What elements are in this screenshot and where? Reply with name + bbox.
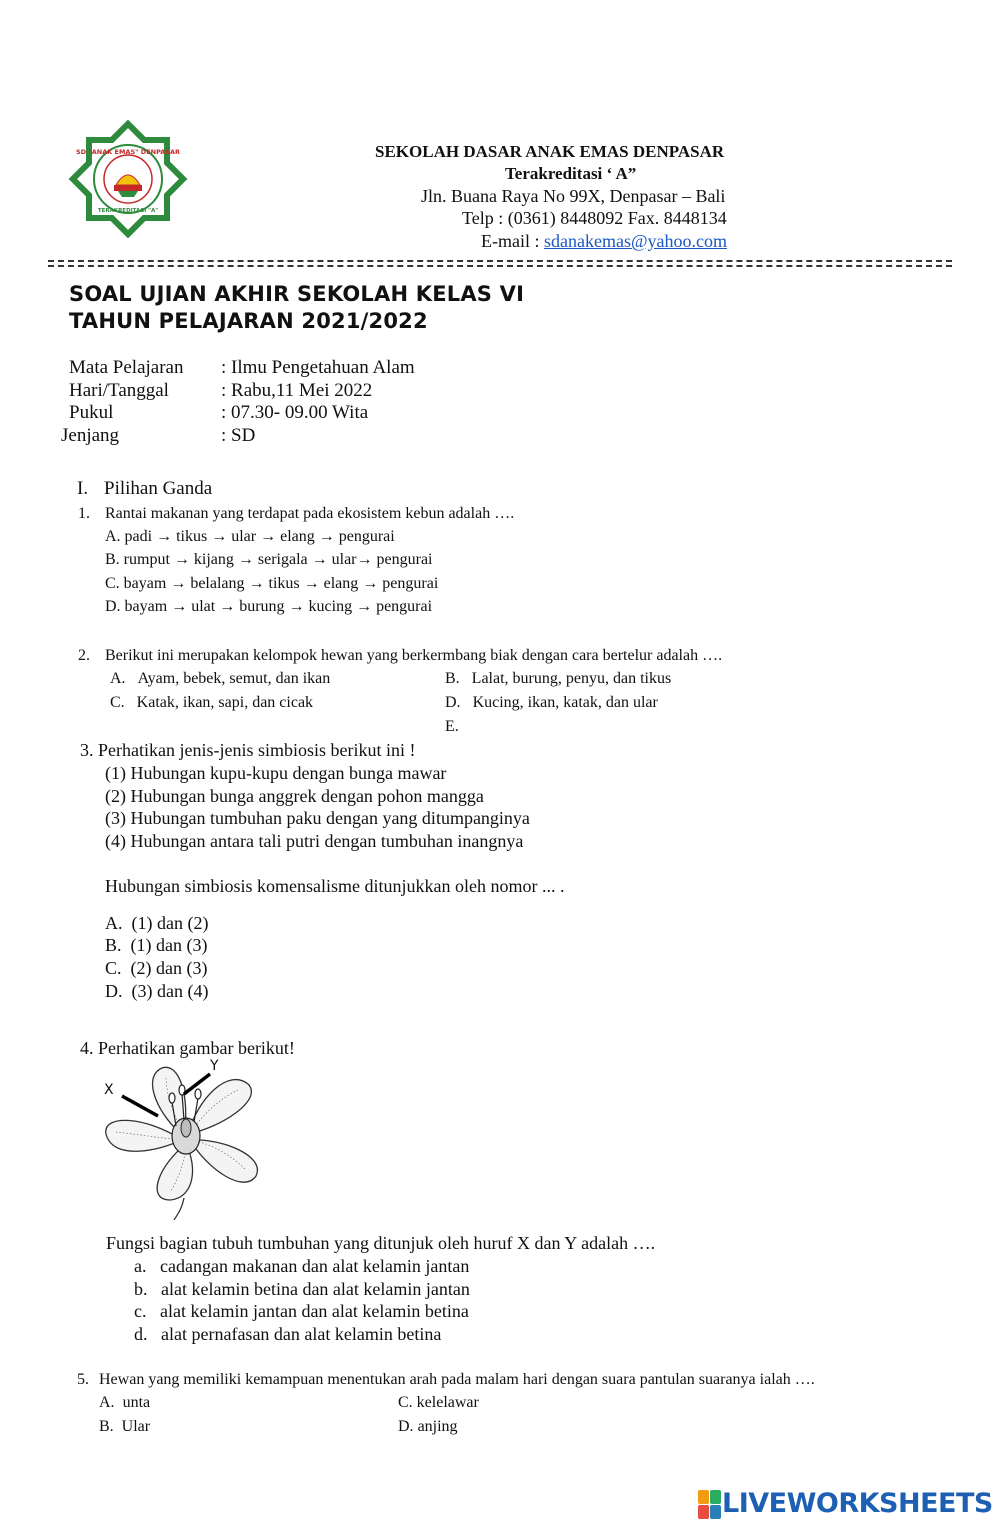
- email-label: E-mail :: [481, 231, 544, 251]
- liveworksheets-watermark: [698, 1488, 994, 1522]
- flower-label-x: X: [104, 1082, 114, 1098]
- q5-option-a[interactable]: A. unta: [99, 1394, 151, 1411]
- meta-date-label: Hari/Tanggal: [69, 380, 169, 401]
- q1-option-a[interactable]: A. padi → tikus → ular → elang → pengurai: [105, 528, 395, 545]
- school-accreditation: Terakreditasi ‘ A”: [505, 164, 637, 183]
- q3-option-a[interactable]: A. (1) dan (2): [105, 913, 209, 933]
- q3-item-2: (2) Hubungan bunga anggrek dengan pohon mangga: [105, 786, 484, 806]
- q2-option-b[interactable]: B. Lalat, burung, penyu, dan tikus: [445, 670, 672, 687]
- exam-title-line2: TAHUN PELAJARAN 2021/2022: [69, 309, 428, 333]
- school-address: Jln. Buana Raya No 99X, Denpasar – Bali: [421, 186, 726, 206]
- school-email-line: [481, 231, 727, 252]
- q3-item-4: (4) Hubungan antara tali putri dengan tumbuhan inangnya: [105, 831, 524, 851]
- q2-text: Berikut ini merupakan kelompok hewan yang berkermbang biak dengan cara bertelur adalah ….: [105, 647, 723, 664]
- q4-option-c[interactable]: c. alat kelamin jantan dan alat kelamin betina: [134, 1301, 469, 1321]
- q3-item-3: (3) Hubungan tumbuhan paku dengan yang ditumpanginya: [105, 808, 530, 828]
- meta-date-value: : Rabu,11 Mei 2022: [221, 380, 373, 401]
- watermark-text: LIVEWORKSHEETS: [722, 1488, 993, 1519]
- q4-option-d[interactable]: d. alat pernafasan dan alat kelamin betina: [134, 1324, 442, 1344]
- meta-level-value: : SD: [221, 425, 256, 446]
- meta-subject-value: : Ilmu Pengetahuan Alam: [221, 357, 415, 378]
- q1-text: Rantai makanan yang terdapat pada ekosistem kebun adalah ….: [105, 505, 515, 522]
- header-divider: [48, 260, 952, 262]
- meta-time-label: Pukul: [69, 402, 114, 423]
- logo-text-top: SD "ANAK EMAS" DENPASAR: [76, 148, 180, 156]
- meta-time-value: : 07.30- 09.00 Wita: [221, 402, 369, 423]
- school-phone: Telp : (0361) 8448092 Fax. 8448134: [462, 208, 727, 228]
- q5-text: Hewan yang memiliki kemampuan menentukan arah pada malam hari dengan suara pantulan suaranya ialah ….: [99, 1371, 815, 1388]
- q5-number: 5.: [77, 1371, 89, 1388]
- q4-option-b[interactable]: b. alat kelamin betina dan alat kelamin jantan: [134, 1279, 470, 1299]
- q2-option-d[interactable]: D. Kucing, ikan, katak, dan ular: [445, 694, 658, 711]
- section-number: I.: [77, 478, 89, 499]
- q5-option-b[interactable]: B. Ular: [99, 1418, 151, 1435]
- q5-option-c[interactable]: C. kelelawar: [398, 1394, 479, 1411]
- q3-item-1: (1) Hubungan kupu-kupu dengan bunga mawar: [105, 763, 447, 783]
- q4-option-a[interactable]: a. cadangan makanan dan alat kelamin jantan: [134, 1256, 470, 1276]
- school-logo: [66, 120, 190, 238]
- q2-option-a[interactable]: A. Ayam, bebek, semut, dan ikan: [110, 670, 331, 687]
- school-name: SEKOLAH DASAR ANAK EMAS DENPASAR: [375, 142, 725, 161]
- meta-level-label: Jenjang: [61, 425, 120, 446]
- q1-option-c[interactable]: C. bayam → belalang → tikus → elang → pengurai: [105, 575, 439, 592]
- q1-option-b[interactable]: B. rumput → kijang → serigala → ular→ pengurai: [105, 551, 433, 568]
- flower-label-y: Y: [210, 1058, 219, 1074]
- exam-title-line1: SOAL UJIAN AKHIR SEKOLAH KELAS VI: [69, 282, 525, 306]
- q4-question: Fungsi bagian tubuh tumbuhan yang ditunjuk oleh huruf X dan Y adalah ….: [106, 1233, 656, 1253]
- meta-subject-label: Mata Pelajaran: [69, 357, 184, 378]
- logo-text-bottom: TERAKREDITASI "A": [97, 208, 159, 214]
- email-link[interactable]: sdanakemas@yahoo.com: [543, 231, 728, 251]
- q1-option-d[interactable]: D. bayam → ulat → burung → kucing → pengurai: [105, 598, 433, 615]
- q3-option-b[interactable]: B. (1) dan (3): [105, 935, 208, 955]
- q2-number: 2.: [78, 647, 90, 664]
- header-divider-2: [48, 265, 952, 267]
- q5-option-d[interactable]: D. anjing: [398, 1418, 458, 1435]
- liveworksheets-logo-icon: [698, 1490, 722, 1520]
- q3-question: Hubungan simbiosis komensalisme ditunjukkan oleh nomor ... .: [105, 876, 565, 896]
- flower-figure: [100, 1058, 272, 1220]
- q2-option-c[interactable]: C. Katak, ikan, sapi, dan cicak: [110, 694, 314, 711]
- q3-option-c[interactable]: C. (2) dan (3): [105, 958, 208, 978]
- section-title: Pilihan Ganda: [104, 478, 213, 499]
- q3-text: 3. Perhatikan jenis-jenis simbiosis berikut ini !: [80, 740, 416, 760]
- q4-text: 4. Perhatikan gambar berikut!: [80, 1038, 295, 1058]
- q2-option-e[interactable]: E.: [445, 718, 459, 735]
- q3-option-d[interactable]: D. (3) dan (4): [105, 981, 209, 1001]
- q1-number: 1.: [78, 505, 90, 522]
